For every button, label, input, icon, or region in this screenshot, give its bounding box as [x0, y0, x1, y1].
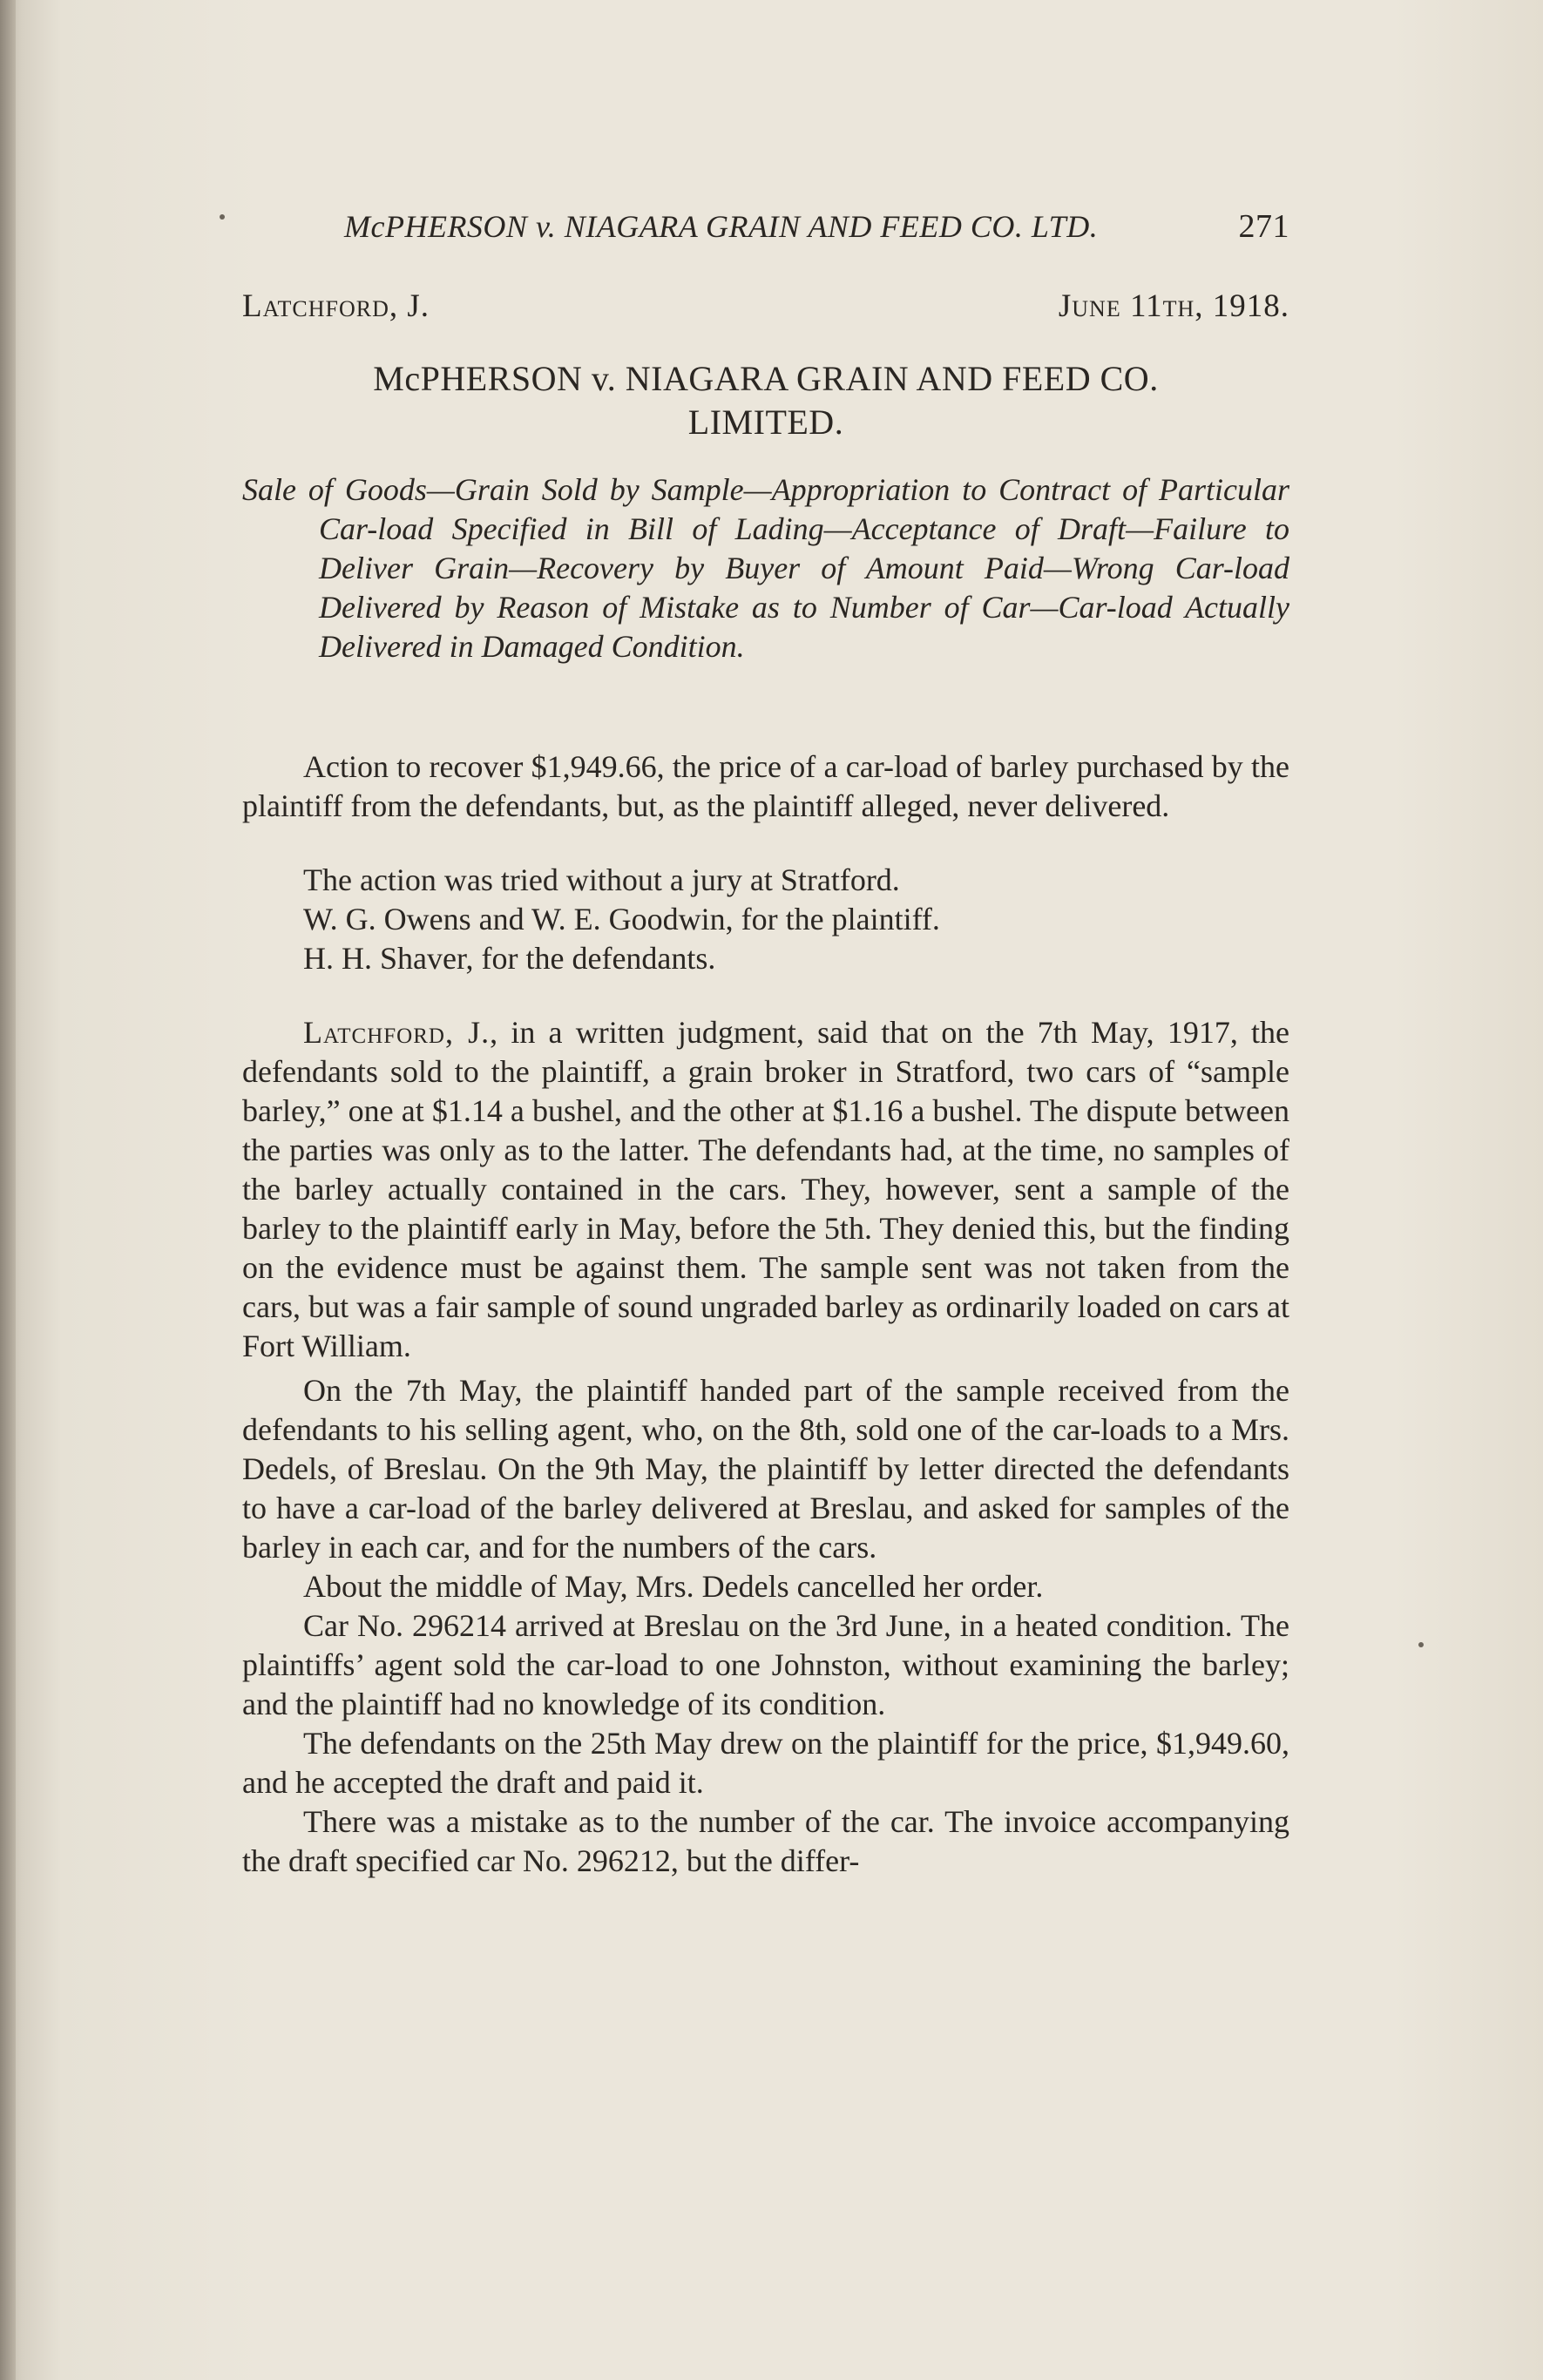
paragraph-draft: The defendants on the 25th May drew on the plaintiff for the price, $1,949.60, and he accepted the draft and paid it. — [242, 1726, 1289, 1800]
judge-name: Latchford, J. — [242, 288, 430, 324]
judgment-date: June 11th, 1918. — [1058, 288, 1289, 324]
paragraph-middle-may: About the middle of May, Mrs. Dedels cancelled her order. — [303, 1569, 1044, 1604]
case-title — [242, 357, 1289, 444]
paragraph-tried: The action was tried without a jury at Stratford. — [303, 862, 900, 897]
print-speck — [1418, 1642, 1424, 1647]
paragraph-car-arrival: Car No. 296214 arrived at Breslau on the 3rd June, in a heated condition. The plaintiffs’ agent sold the car-load to one Johnston, without examining the barley; and the plaintiff had no knowledge of its condition. — [242, 1608, 1289, 1721]
page-number: 271 — [1238, 208, 1289, 245]
paragraph-mistake: There was a mistake as to the number of the car. The invoice accompanying the draft specified car No. 296212, but the differ- — [242, 1804, 1289, 1878]
running-head — [344, 207, 1289, 246]
paragraph-judgment — [242, 1013, 1289, 1366]
running-head-title: McPHERSON v. NIAGARA GRAIN AND FEED CO. LTD. — [344, 209, 1099, 244]
dateline — [242, 287, 1289, 325]
paragraph-7th-may: On the 7th May, the plaintiff handed part of the sample received from the defendants to his selling agent, who, on the 8th, sold one of the car-loads to a Mrs. Dedels, of Breslau. On the 9th May, the plaintiff by letter directed the defendants to have a car-load of the barley delivered at Breslau, and asked for samples of the barley in each car, and for the numbers of the cars. — [242, 1373, 1289, 1565]
paragraph-counsel-plaintiff: W. G. Owens and W. E. Goodwin, for the plaintiff. — [303, 902, 940, 936]
paragraph-action: Action to recover $1,949.66, the price of a car-load of barley purchased by the plaintiff from the defendants, but, as the plaintiff alleged, never delivered. — [242, 749, 1289, 823]
headnote-text: Sale of Goods—Grain Sold by Sample—Appropriation to Contract of Particular Car-load Specified in Bill of Lading—Acceptance of Draft—Failure to Deliver Grain—Recovery by Buyer of Amount Paid—Wrong Car-load Delivered by Reason of Mistake as to Number of Car—Car-load Actually Delivered in Damaged Condition. — [242, 472, 1289, 664]
headnote — [242, 470, 1289, 666]
case-title-line2: LIMITED. — [687, 402, 844, 442]
paragraph-counsel-defendants: H. H. Shaver, for the defendants. — [303, 941, 716, 976]
case-title-line1: McPHERSON v. NIAGARA GRAIN AND FEED CO. — [373, 359, 1159, 398]
judgment-judge-name: Latchford, J. — [303, 1015, 491, 1050]
print-speck — [220, 214, 225, 220]
judgment-text: , in a written judgment, said that on the 7th May, 1917, the defendants sold to the plaintiff, a grain broker in Stratford, two cars of “sample barley,” one at $1.14 a bushel, and the other at $1.16 a bushel. The dispute between the parties was only as to the latter. The defendants had, at the time, no samples of the barley actually contained in the cars. They, however, sent a sample of the barley to the plaintiff early in May, before the 5th. They denied this, but the finding on the evidence must be against them. The sample sent was not taken from the cars, but was a fair sample of sound ungraded barley as ordinarily loaded on cars at Fort William. — [242, 1015, 1289, 1363]
body-text — [242, 747, 1289, 1881]
book-spine-shadow — [0, 0, 16, 2380]
